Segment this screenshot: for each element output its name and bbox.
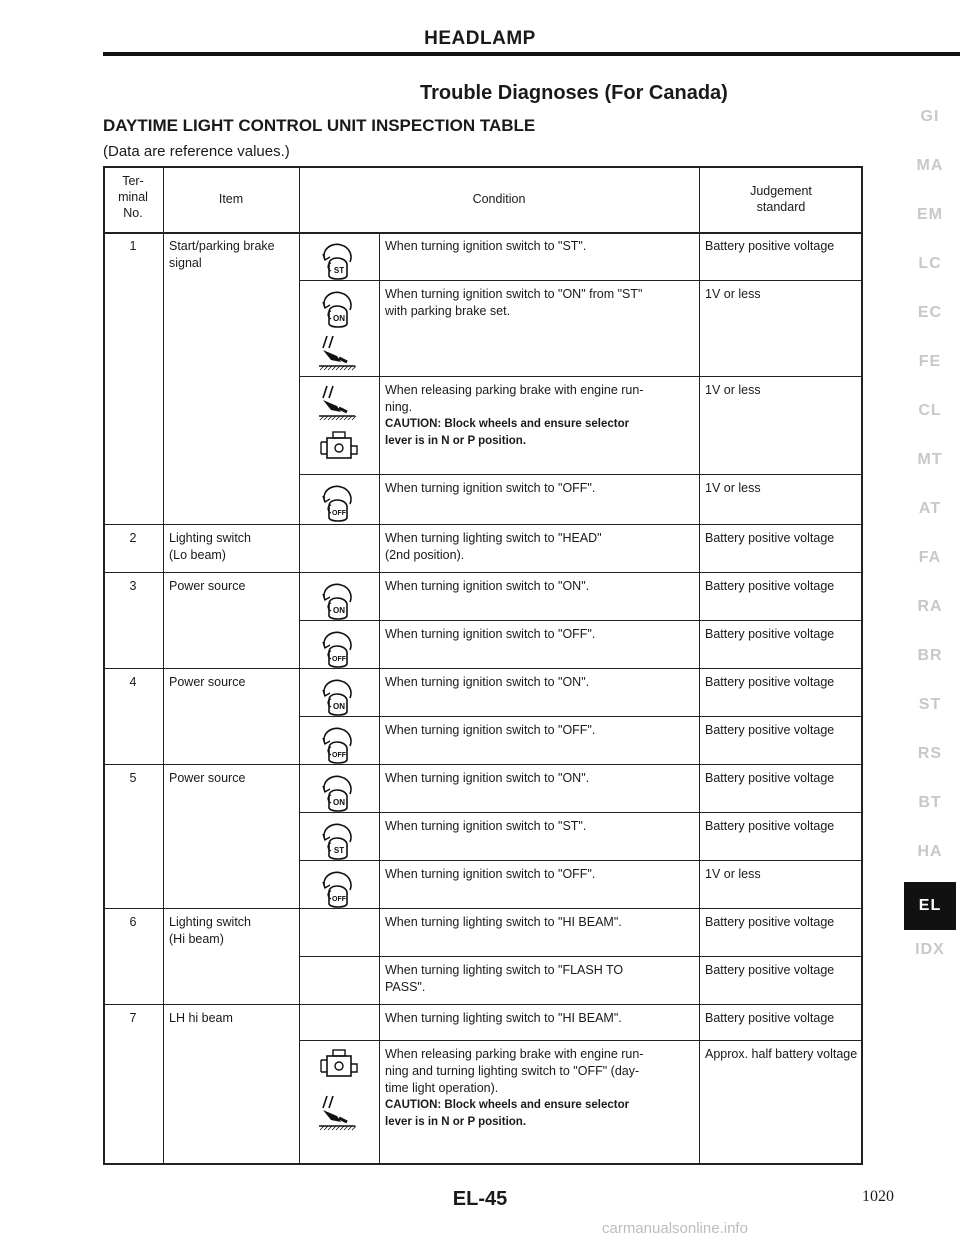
condition-icon bbox=[317, 382, 357, 427]
side-nav-item-rs[interactable]: RS bbox=[917, 745, 943, 762]
footer-page-number: 1020 bbox=[862, 1188, 894, 1205]
item-label-line: (Hi beam) bbox=[169, 932, 224, 946]
condition-icon bbox=[317, 722, 357, 771]
side-nav-item-fa[interactable]: FA bbox=[918, 549, 942, 566]
condition-text-line: When turning lighting switch to "HEAD" bbox=[385, 531, 602, 545]
judgement-value: Battery positive voltage bbox=[705, 819, 835, 833]
group-separator bbox=[103, 1004, 863, 1005]
parking-brake-icon bbox=[317, 1092, 357, 1132]
condition-text-line: When turning ignition switch to "OFF". bbox=[385, 481, 596, 495]
terminal-number: 7 bbox=[129, 1011, 137, 1025]
side-nav-item-mt[interactable]: MT bbox=[917, 451, 943, 468]
condition-text-line: When turning ignition switch to "OFF". bbox=[385, 627, 596, 641]
inspection-table bbox=[103, 166, 863, 1165]
condition-text bbox=[385, 578, 695, 595]
header-terminal-line: Ter- bbox=[122, 174, 144, 188]
header-judgement-line: standard bbox=[756, 200, 806, 214]
ignition-st-icon bbox=[317, 238, 357, 282]
condition-icon bbox=[317, 674, 357, 723]
judgement-value: Battery positive voltage bbox=[705, 771, 835, 785]
item-label-line: LH hi beam bbox=[169, 1011, 233, 1025]
row-separator bbox=[299, 716, 863, 717]
ignition-off-icon bbox=[317, 626, 357, 670]
judgement-value: Battery positive voltage bbox=[705, 915, 835, 929]
reference-note: (Data are reference values.) bbox=[103, 143, 290, 160]
parking-brake-icon bbox=[317, 332, 357, 372]
judgement-value: Approx. half battery voltage bbox=[705, 1047, 858, 1061]
condition-text bbox=[385, 962, 695, 996]
item-label bbox=[169, 578, 295, 595]
engine-running-icon bbox=[317, 1046, 361, 1082]
header-judgement-line: Judgement bbox=[750, 184, 812, 198]
group-separator bbox=[103, 524, 863, 525]
group-separator bbox=[103, 908, 863, 909]
condition-text bbox=[385, 866, 695, 883]
column-divider bbox=[379, 232, 380, 1165]
table-border-right bbox=[861, 166, 863, 1165]
side-nav-item-em[interactable]: EM bbox=[917, 206, 943, 223]
judgement-value: Battery positive voltage bbox=[705, 579, 835, 593]
side-nav-item-bt[interactable]: BT bbox=[918, 794, 942, 811]
header-terminal bbox=[103, 173, 163, 221]
item-label bbox=[169, 238, 295, 272]
judgement-value: Battery positive voltage bbox=[705, 675, 835, 689]
condition-icon bbox=[317, 626, 357, 675]
terminal-number: 6 bbox=[129, 915, 137, 929]
condition-text-line: When turning ignition switch to "ON" from "ST" bbox=[385, 287, 643, 301]
header-item: Item bbox=[218, 192, 244, 206]
item-label-line: signal bbox=[169, 256, 202, 270]
svg-text:ON: ON bbox=[333, 314, 345, 323]
row-separator bbox=[299, 860, 863, 861]
condition-icon bbox=[317, 578, 357, 627]
caution-text: CAUTION: Block wheels and ensure selector bbox=[385, 418, 630, 430]
condition-text-line: When releasing parking brake with engine run- bbox=[385, 383, 644, 397]
ignition-off-icon bbox=[317, 722, 357, 766]
section-title: DAYTIME LIGHT CONTROL UNIT INSPECTION TABLE bbox=[103, 116, 536, 135]
caution-text: CAUTION: Block wheels and ensure selector bbox=[385, 1099, 630, 1111]
condition-icon bbox=[317, 770, 357, 819]
item-label-line: Power source bbox=[169, 579, 246, 593]
condition-text-line: PASS". bbox=[385, 980, 426, 994]
terminal-number: 5 bbox=[129, 771, 137, 785]
svg-text:ST: ST bbox=[333, 266, 345, 275]
condition-text-line: ning and turning lighting switch to "OFF" (day- bbox=[385, 1064, 640, 1078]
condition-text-line: When turning lighting switch to "FLASH TO bbox=[385, 963, 624, 977]
item-label-line: Lighting switch bbox=[169, 531, 251, 545]
table-border-bottom bbox=[103, 1163, 863, 1165]
side-nav-item-br[interactable]: BR bbox=[917, 647, 943, 664]
side-nav-item-fe[interactable]: FE bbox=[918, 353, 942, 370]
condition-text-line: (2nd position). bbox=[385, 548, 465, 562]
condition-text bbox=[385, 626, 695, 643]
condition-text bbox=[385, 818, 695, 835]
group-separator bbox=[103, 572, 863, 573]
footer-page-label: EL-45 bbox=[452, 1188, 508, 1210]
condition-text-line: When turning ignition switch to "ON". bbox=[385, 771, 590, 785]
svg-text:ON: ON bbox=[333, 798, 345, 807]
condition-text bbox=[385, 238, 695, 255]
condition-icon bbox=[317, 1046, 361, 1087]
judgement-value: Battery positive voltage bbox=[705, 239, 835, 253]
judgement-value: Battery positive voltage bbox=[705, 963, 835, 977]
column-divider bbox=[699, 232, 700, 1165]
condition-text bbox=[385, 480, 695, 497]
terminal-number: 2 bbox=[129, 531, 137, 545]
item-label bbox=[169, 914, 295, 948]
svg-text:OFF: OFF bbox=[332, 656, 346, 663]
condition-text-line: When turning lighting switch to "HI BEAM". bbox=[385, 915, 622, 929]
item-label bbox=[169, 674, 295, 691]
row-separator bbox=[299, 474, 863, 475]
condition-text-line: When turning ignition switch to "ST". bbox=[385, 239, 587, 253]
header-judgement bbox=[699, 183, 863, 215]
row-separator bbox=[299, 280, 863, 281]
side-nav-item-st[interactable]: ST bbox=[918, 696, 942, 713]
side-nav-item-ma[interactable]: MA bbox=[916, 157, 944, 174]
condition-text bbox=[385, 914, 695, 931]
condition-text bbox=[385, 382, 695, 450]
item-label-line: Lighting switch bbox=[169, 915, 251, 929]
header-separator bbox=[103, 232, 863, 234]
header-title: HEADLAMP bbox=[424, 28, 536, 49]
ignition-st-icon bbox=[317, 818, 357, 862]
footer-watermark: carmanualsonline.info bbox=[602, 1220, 748, 1237]
condition-text-line: When turning ignition switch to "OFF". bbox=[385, 867, 596, 881]
condition-icon bbox=[317, 332, 357, 377]
side-nav-item-ra[interactable]: RA bbox=[917, 598, 943, 615]
judgement-value: 1V or less bbox=[705, 481, 761, 495]
column-divider bbox=[299, 232, 300, 1165]
item-label-line: Power source bbox=[169, 675, 246, 689]
terminal-number: 3 bbox=[129, 579, 137, 593]
judgement-value: Battery positive voltage bbox=[705, 1011, 835, 1025]
condition-text-line: with parking brake set. bbox=[385, 304, 511, 318]
svg-text:ON: ON bbox=[333, 606, 345, 615]
engine-running-icon bbox=[317, 428, 361, 464]
condition-text-line: When turning ignition switch to "ON". bbox=[385, 579, 590, 593]
condition-icon bbox=[317, 428, 361, 469]
condition-icon bbox=[317, 1092, 357, 1137]
condition-icon bbox=[317, 286, 357, 335]
condition-text bbox=[385, 674, 695, 691]
side-nav-item-ha[interactable]: HA bbox=[917, 843, 943, 860]
condition-text-line: When turning ignition switch to "ST". bbox=[385, 819, 587, 833]
condition-text-line: When turning ignition switch to "OFF". bbox=[385, 723, 596, 737]
svg-text:ST: ST bbox=[333, 846, 345, 855]
ignition-off-icon bbox=[317, 480, 357, 524]
condition-icon bbox=[317, 818, 357, 867]
ignition-on-icon bbox=[317, 770, 357, 814]
header-rule bbox=[103, 52, 960, 56]
judgement-value: 1V or less bbox=[705, 383, 761, 397]
header-terminal-line: minal bbox=[118, 190, 148, 204]
ignition-on-icon bbox=[317, 578, 357, 622]
condition-text-line: time light operation). bbox=[385, 1081, 499, 1095]
condition-text bbox=[385, 722, 695, 739]
parking-brake-icon bbox=[317, 382, 357, 422]
condition-icon bbox=[317, 238, 357, 287]
condition-text bbox=[385, 1010, 695, 1027]
judgement-value: 1V or less bbox=[705, 867, 761, 881]
side-nav-item-idx[interactable]: IDX bbox=[915, 941, 945, 958]
svg-text:ON: ON bbox=[333, 702, 345, 711]
condition-icon bbox=[317, 866, 357, 915]
item-label-line: (Lo beam) bbox=[169, 548, 226, 562]
judgement-value: 1V or less bbox=[705, 287, 761, 301]
side-nav-item-lc[interactable]: LC bbox=[918, 255, 942, 272]
side-nav-item-cl[interactable]: CL bbox=[918, 402, 942, 419]
row-separator bbox=[299, 620, 863, 621]
ignition-on-icon bbox=[317, 286, 357, 330]
side-nav-item-ec[interactable]: EC bbox=[917, 304, 943, 321]
condition-text-line: When turning lighting switch to "HI BEAM". bbox=[385, 1011, 622, 1025]
row-separator bbox=[299, 1040, 863, 1041]
judgement-value: Battery positive voltage bbox=[705, 723, 835, 737]
caution-text: lever is in N or P position. bbox=[385, 435, 527, 447]
svg-text:OFF: OFF bbox=[332, 752, 346, 759]
row-separator bbox=[299, 812, 863, 813]
column-divider bbox=[163, 232, 164, 1165]
item-label-line: Power source bbox=[169, 771, 246, 785]
row-separator bbox=[299, 376, 863, 377]
condition-text-line: When releasing parking brake with engine run- bbox=[385, 1047, 644, 1061]
item-label bbox=[169, 1010, 295, 1027]
condition-text-line: When turning ignition switch to "ON". bbox=[385, 675, 590, 689]
svg-text:OFF: OFF bbox=[332, 896, 346, 903]
terminal-number: 1 bbox=[129, 239, 137, 253]
judgement-value: Battery positive voltage bbox=[705, 627, 835, 641]
condition-text-line: ning. bbox=[385, 400, 413, 414]
item-label bbox=[169, 530, 295, 564]
header-terminal-line: No. bbox=[123, 206, 143, 220]
judgement-value: Battery positive voltage bbox=[705, 531, 835, 545]
condition-text bbox=[385, 770, 695, 787]
svg-text:OFF: OFF bbox=[332, 510, 346, 517]
condition-icon bbox=[317, 480, 357, 529]
side-nav-item-el[interactable]: EL bbox=[904, 882, 956, 930]
terminal-number: 4 bbox=[129, 675, 137, 689]
ignition-off-icon bbox=[317, 866, 357, 910]
row-separator bbox=[299, 956, 863, 957]
group-separator bbox=[103, 764, 863, 765]
condition-text bbox=[385, 286, 695, 320]
caution-text: lever is in N or P position. bbox=[385, 1116, 527, 1128]
group-separator bbox=[103, 668, 863, 669]
item-label bbox=[169, 770, 295, 787]
item-label-line: Start/parking brake bbox=[169, 239, 275, 253]
header-condition: Condition bbox=[472, 192, 526, 206]
side-nav-item-gi[interactable]: GI bbox=[920, 108, 940, 125]
page-subtitle: Trouble Diagnoses (For Canada) bbox=[420, 82, 728, 104]
ignition-on-icon bbox=[317, 674, 357, 718]
side-nav-item-at[interactable]: AT bbox=[918, 500, 942, 517]
condition-text bbox=[385, 530, 695, 564]
table-border-top bbox=[103, 166, 863, 168]
condition-text bbox=[385, 1046, 695, 1131]
